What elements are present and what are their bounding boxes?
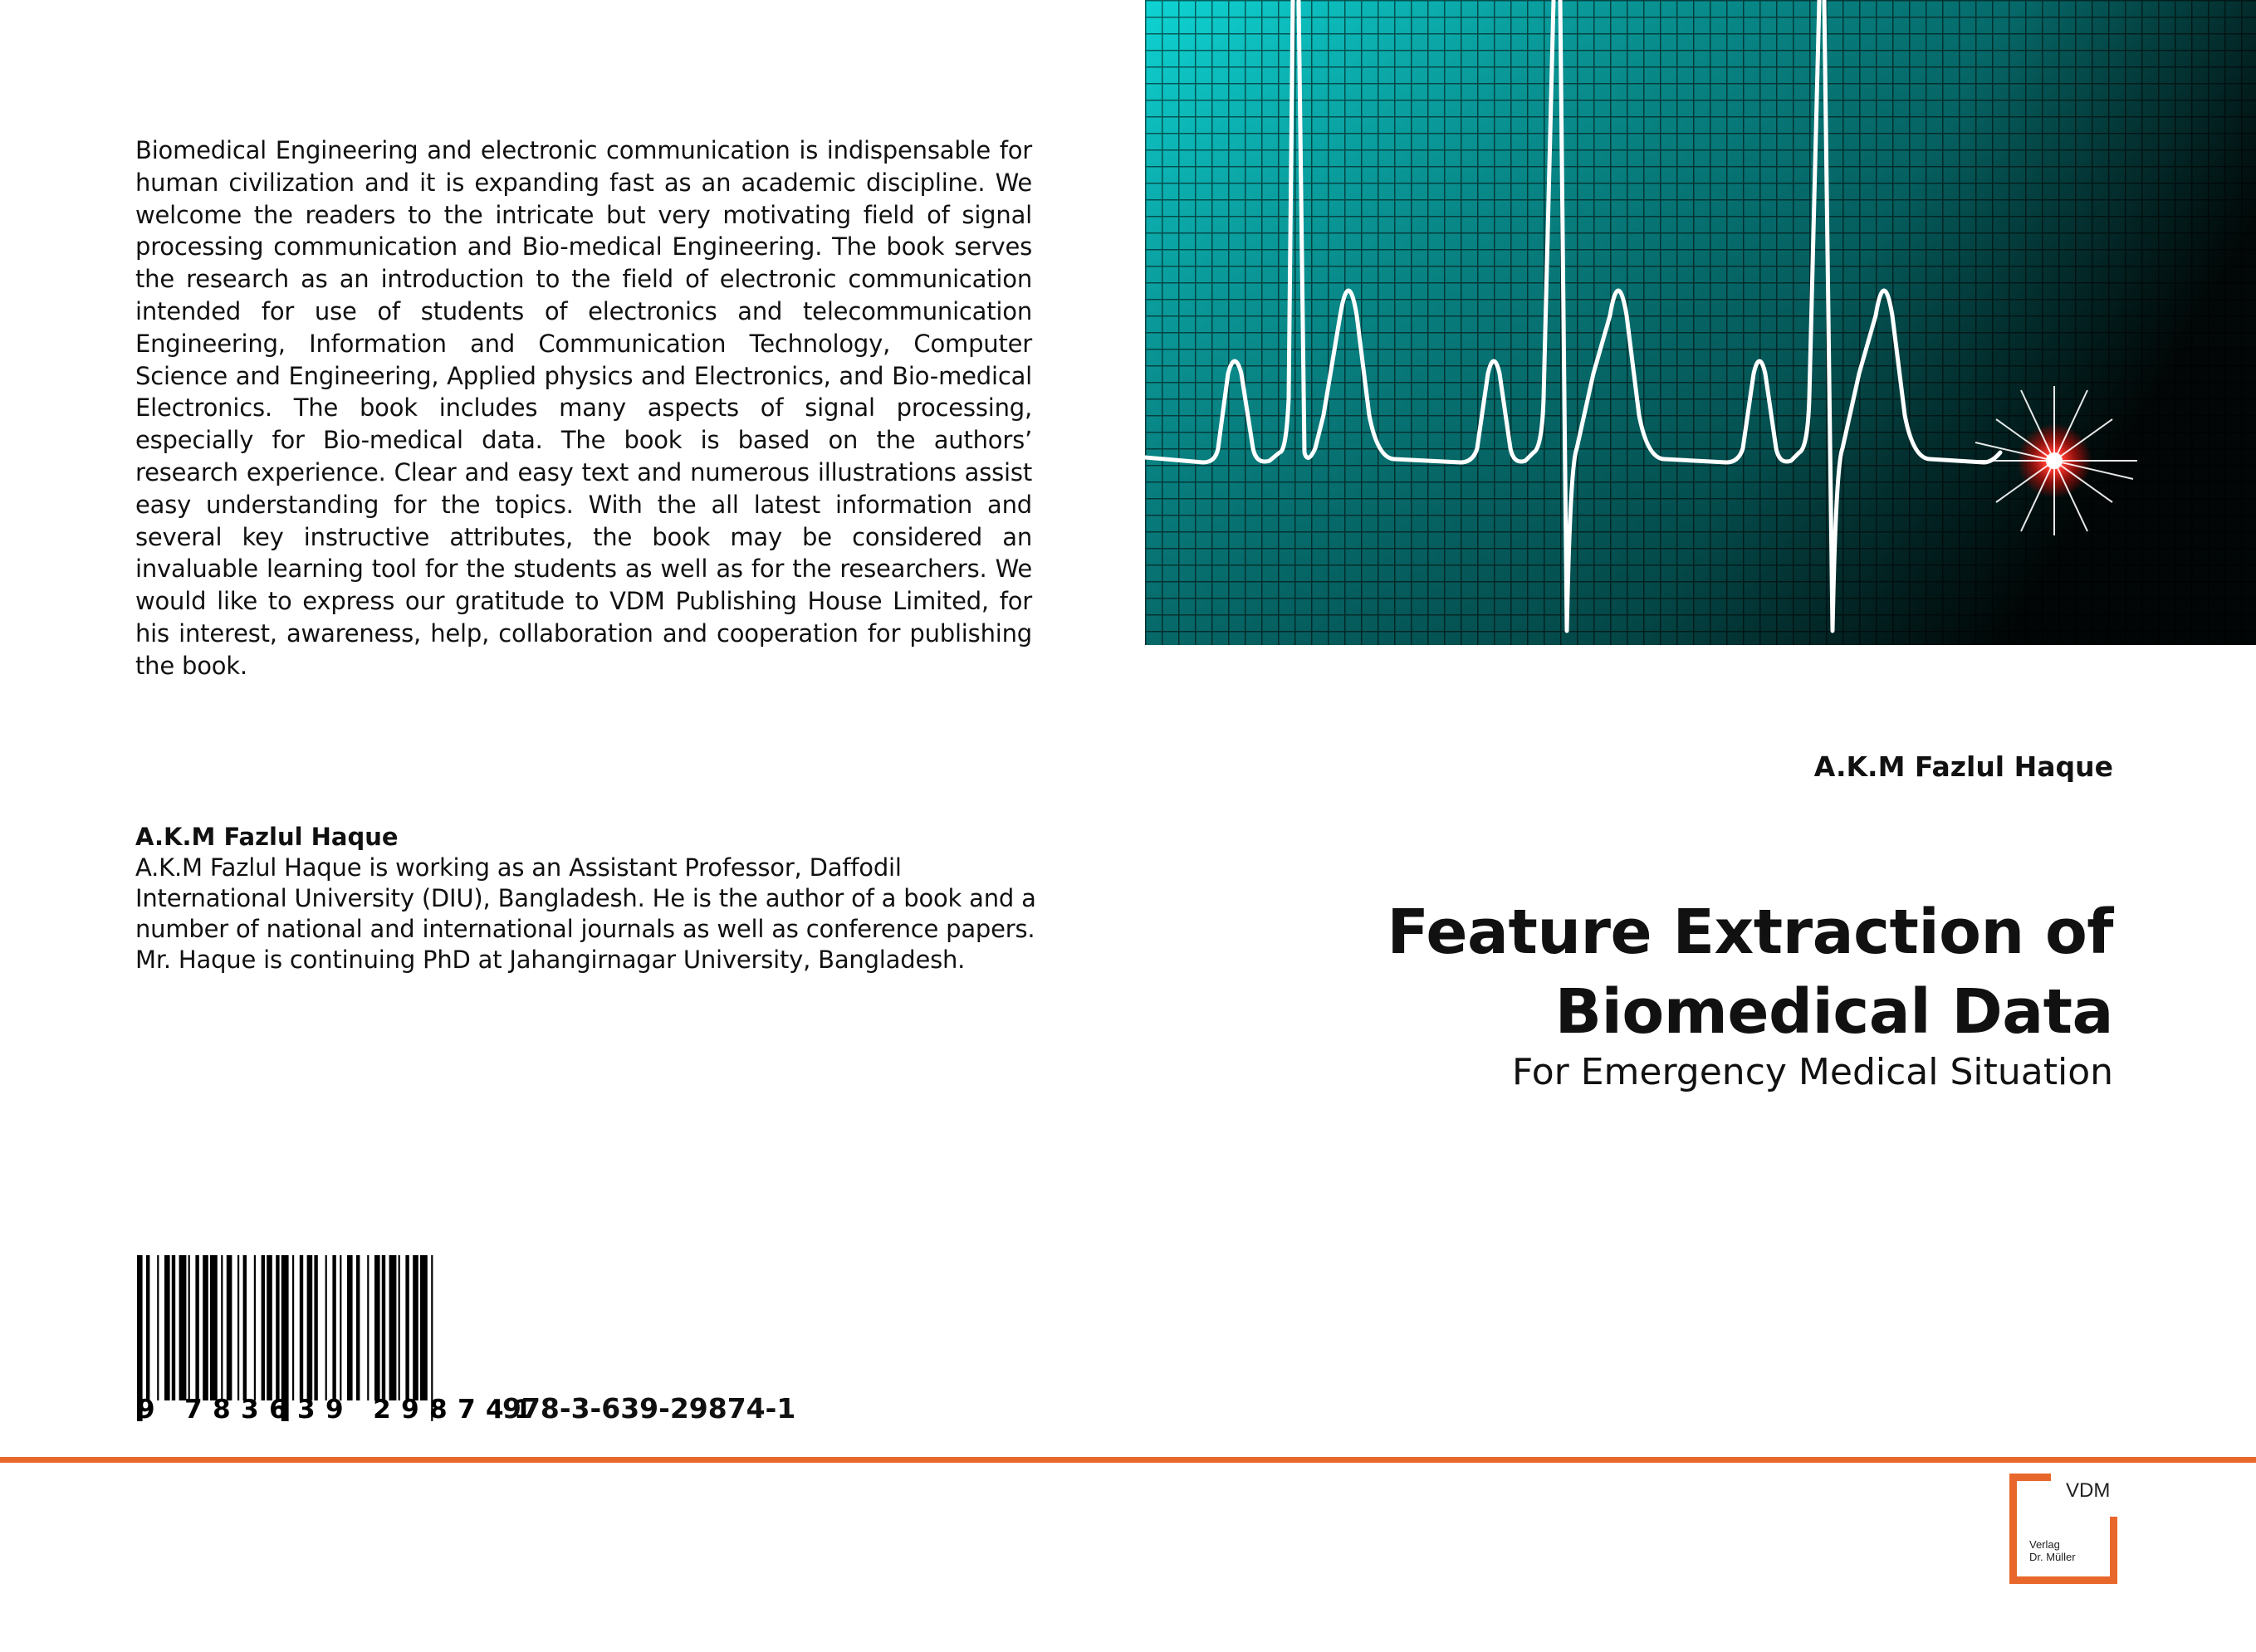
book-title-line2: Biomedical Data (1554, 976, 2113, 1048)
barcode-bar (340, 1255, 341, 1400)
barcode-bar (210, 1255, 218, 1400)
barcode-bar (237, 1255, 239, 1400)
book-title (1283, 892, 2113, 1052)
barcode-bar (267, 1255, 272, 1400)
barcode-bar (195, 1255, 198, 1400)
orange-divider (0, 1457, 2256, 1463)
barcode-bar (374, 1255, 380, 1400)
barcode-bar (146, 1255, 149, 1400)
logo-line1: Verlag (2029, 1538, 2060, 1551)
barcode-bar (420, 1255, 428, 1400)
book-title-line1: Feature Extraction of (1387, 897, 2113, 968)
logo-frame-top (2009, 1474, 2051, 1481)
isbn-number: 978-3-639-29874-1 (502, 1392, 796, 1425)
barcode-bar (203, 1255, 208, 1400)
barcode-bar (276, 1255, 279, 1400)
barcode-bar (356, 1255, 360, 1400)
barcode-bar (164, 1255, 170, 1400)
barcode-bar (172, 1255, 175, 1400)
front-cover-author: A.K.M Fazlul Haque (1813, 750, 2113, 783)
logo-name: VDM (2066, 1479, 2111, 1502)
barcode-bar (314, 1255, 317, 1400)
logo-line2: Dr. Müller (2029, 1551, 2076, 1563)
barcode-bar (332, 1255, 335, 1400)
barcode-bar (188, 1255, 190, 1400)
barcode-bar (399, 1255, 400, 1400)
logo-frame-right (2110, 1517, 2117, 1584)
barcode-bar (382, 1255, 385, 1400)
barcode-bar (243, 1255, 247, 1400)
barcode-digits: 9 783639 298741 (137, 1395, 542, 1425)
barcode-bar (254, 1255, 256, 1400)
vdm-publisher-logo (2009, 1474, 2117, 1586)
barcode-bar (300, 1255, 303, 1400)
isbn-barcode (137, 1255, 542, 1425)
barcode-bar (221, 1255, 223, 1400)
barcode-bar (347, 1255, 353, 1400)
barcode-bar (367, 1255, 369, 1400)
author-bio-name: A.K.M Fazlul Haque (135, 823, 399, 851)
barcode-bar (405, 1255, 409, 1400)
barcode-bar (262, 1255, 265, 1400)
barcode-bar (292, 1255, 294, 1400)
barcode-bar (179, 1255, 187, 1400)
barcode-bar (157, 1255, 159, 1400)
barcode-bar (413, 1255, 418, 1400)
barcode-bar (227, 1255, 232, 1400)
author-bio (135, 822, 1040, 975)
book-subtitle: For Emergency Medical Situation (1512, 1051, 2113, 1093)
back-cover-blurb: Biomedical Engineering and electronic communication is indispensable for human civilization and it is expanding fast as an academic discipline. We welcome the readers to the intricate but very motivating field of signal processing communication and Bio-medical Engineering. The book serves the research as an introduction to the field of electronic communication intended for use of students of electronics and telecommunication Engineering, Information and Communication Technology, Computer Science and Engineering, Applied physics and Electronics, and Bio-medical Electronics. The book includes many aspects of signal processing, especially for Bio-medical data. The book is based on the authors’ research experience. Clear and easy text and numerous illustrations assist easy understanding for the topics. With the all latest information and several key instructive attributes, the book may be considered an invaluable learning tool for the students as well as for the researchers. We would like to express our gratitude to VDM Publishing House Limited, for his interest, awareness, help, collaboration and cooperation for publishing the book. (135, 136, 1032, 680)
author-bio-text: A.K.M Fazlul Haque is working as an Assistant Professor, Daffodil International University (DIU), Bangladesh. He is the author of a book and a number of national and international journals as well as conference papers. Mr. Haque is continuing PhD at Jahangirnagar University, Bangladesh. (135, 853, 1036, 974)
barcode-bar (307, 1255, 313, 1400)
logo-subtext (2029, 1538, 2076, 1563)
barcode-bar (389, 1255, 397, 1400)
barcode-bar (325, 1255, 327, 1400)
ecg-heartbeat-image (1145, 0, 2256, 645)
